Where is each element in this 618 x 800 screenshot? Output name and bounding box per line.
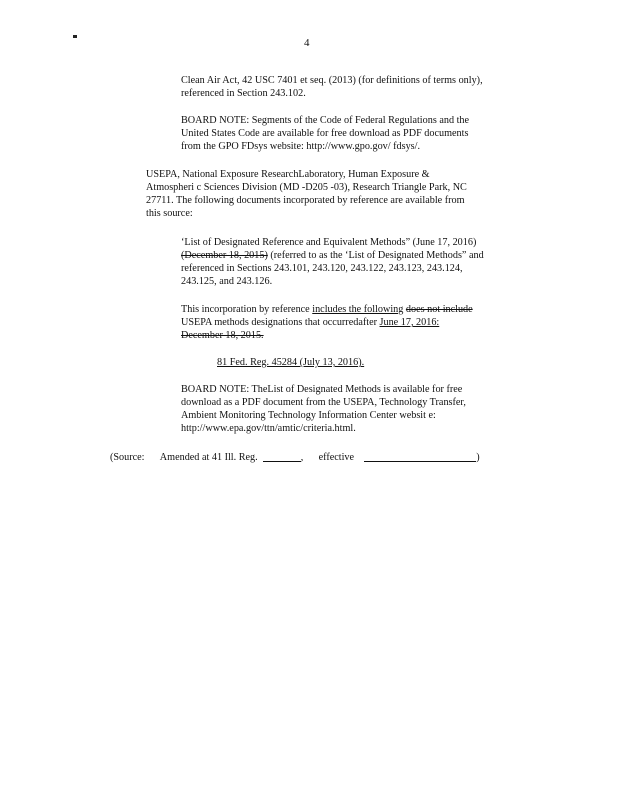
incorp-line3 (181, 329, 264, 342)
fedreg-line (217, 356, 364, 369)
para1-line1 (181, 74, 536, 87)
usepa-line1-text: USEPA, National Exposure ResearchLaboratory, Human Exposure & (146, 169, 430, 180)
usepa-line3 (146, 194, 465, 207)
source-line (110, 451, 480, 464)
usepa-line4 (146, 207, 193, 220)
note2-line4 (181, 422, 356, 435)
source-comma: , (300, 452, 304, 463)
incorp-line1-b: does not include (405, 304, 473, 315)
incorp-inserted-text: includes the following (312, 304, 404, 315)
usepa-line2-text: Atmospheri c Sciences Division (MD -D205 -03), Research Triangle Park, NC (146, 182, 467, 193)
corner-mark (73, 35, 77, 38)
note2-line2 (181, 396, 466, 409)
note2-line1 (181, 383, 462, 396)
incorp-line1-a: This incorporation by reference (181, 304, 310, 315)
effective-date-blank (364, 451, 476, 462)
source-label: (Source: (110, 452, 145, 463)
fedreg-citation: 81 Fed. Reg. 45284 (July 13, 2016). (217, 357, 365, 368)
source-text: Amended at 41 Ill. Reg. (159, 452, 258, 463)
note2-line3-text: Ambient Monitoring Technology Information Center websit e: (181, 410, 436, 421)
list-line2-text: (referred to as the ‘List of Designated Methods” and (270, 250, 484, 261)
source-effective: effective (318, 452, 355, 463)
usepa-line4-text: this source: (146, 208, 193, 219)
para1-line2-text: referenced in Section 243.102. (181, 88, 306, 99)
list-line4-text: 243.125, and 243.126. (181, 276, 273, 287)
list-line3-text: referenced in Sections 243.101, 243.120, 243.122, 243.123, 243.124, (181, 263, 463, 274)
list-line4 (181, 275, 272, 288)
incorp-inserted-date: June 17, 2016: (379, 317, 440, 328)
reg-page-blank (263, 451, 301, 462)
note1-line2-text: United States Code are available for free download as PDF documents (181, 128, 469, 139)
incorp-line2-a: USEPA methods designations that occurredafter (181, 317, 377, 328)
usepa-line2 (146, 181, 467, 194)
note1-line3-text: from the GPO FDsys website: http://www.gpo.gov/ fdsys/. (181, 141, 421, 152)
note1-line3 (181, 140, 420, 153)
note1-line1-text: BOARD NOTE: Segments of the Code of Federal Regulations and the (181, 115, 470, 126)
usepa-line3-text: 27711. The following documents incorporated by reference are available from (146, 195, 465, 206)
note2-line2-text: download as a PDF document from the USEPA, Technology Transfer, (181, 397, 466, 408)
usepa-line1 (146, 168, 430, 181)
note1-line1 (181, 114, 469, 127)
list-line2 (181, 249, 484, 262)
note2-line4-text: http://www.epa.gov/ttn/amtic/criteria.html. (181, 423, 356, 434)
list-line1 (181, 236, 476, 249)
list-line1-text: ‘List of Designated Reference and Equivalent Methods” (June 17, 2016) (181, 237, 477, 248)
source-close-paren: ) (476, 452, 480, 463)
note2-line3 (181, 409, 436, 422)
page-number: 4 (304, 37, 310, 49)
struck-date: (December 18, 2015) (181, 250, 268, 261)
para1-line1-text: Clean Air Act, 42 USC 7401 et seq. (2013) (for definitions of terms only), (181, 75, 483, 86)
para1-line2 (181, 87, 306, 100)
incorp-line1 (181, 303, 473, 316)
list-line3 (181, 262, 463, 275)
note2-line1-text: BOARD NOTE: TheList of Designated Methods is available for free (181, 384, 463, 395)
incorp-line2 (181, 316, 439, 329)
note1-line2 (181, 127, 468, 140)
incorp-struck-date: December 18, 2015. (181, 330, 264, 341)
